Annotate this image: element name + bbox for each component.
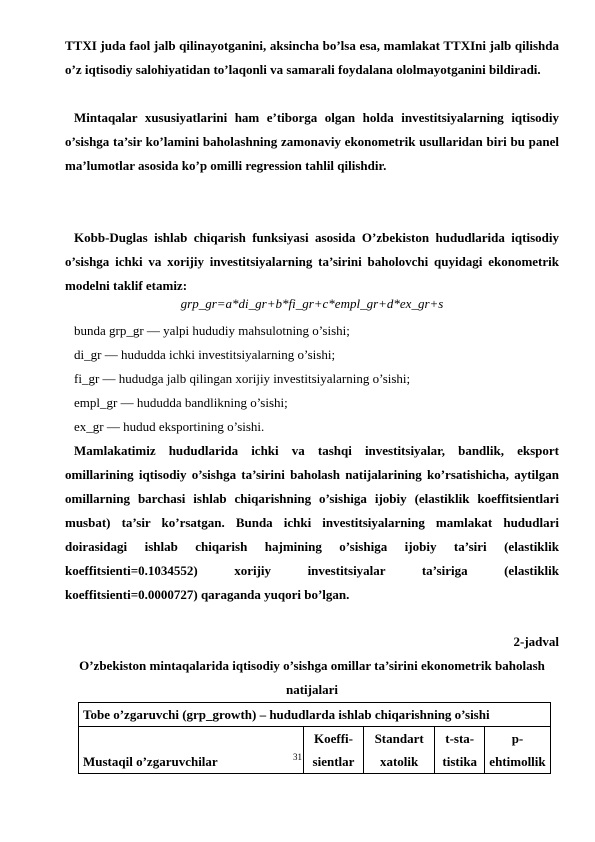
model-formula: grp_gr=a*di_gr+b*fi_gr+c*empl_gr+d*ex_gr+s xyxy=(180,296,444,311)
header-t-statistic: t-sta-tistika xyxy=(435,727,484,774)
table-label: 2-jadval xyxy=(513,634,559,649)
definition-fi: fi_gr — hududga jalb qilingan xorijiy investitsiyalarning o’sishi; xyxy=(74,371,411,386)
definition-ex: ex_gr — hudud eksportining o’sishi. xyxy=(74,419,265,434)
table-caption: O’zbekiston mintaqalarida iqtisodiy o’sishga omillar ta’sirini ekonometrik baholash natijalari xyxy=(79,658,545,697)
table-row xyxy=(79,703,551,727)
table-row xyxy=(79,727,551,774)
header-std-error: Standart xatolik xyxy=(363,727,435,774)
definition-di: di_gr — hududda ichki investitsiyalarning o’sishi; xyxy=(74,347,336,362)
results-table xyxy=(78,702,551,774)
definition-empl: empl_gr — hududda bandlikning o’sishi; xyxy=(74,395,288,410)
paragraph-4: Mamlakatimiz hududlarida ichki va tashqi investitsiyalar, bandlik, eksport omillarining iqtisodiy o’sishga ta’sirini baholash natijalarining ko’rsatishicha, aytilgan omillarning barchasi ishlab chiqarishning o’sishiga ijobiy (elastiklik koeffitsientlari musbat) ta’sir ko’rsatgan. Bunda ichki investitsiyalarning mamlakat hududlari doirasidagi ishlab chiqarish hajmining o’sishiga ijobiy ta’siri (elastiklik koeffitsienti=0.1034552) xorijiy investitsiyalar ta’siriga (elastiklik koeffitsienti=0.0000727) qaraganda yuqori bo’lgan. xyxy=(65,443,559,602)
header-independent: Mustaqil o’zgaruvchilar xyxy=(79,727,304,774)
header-p-value: p-ehtimollik xyxy=(484,727,550,774)
header-coefficients: Koeffi-sientlar xyxy=(304,727,364,774)
page-number: 31 xyxy=(293,752,302,762)
paragraph-1: TTXI juda faol jalb qilinayotganini, aksincha bo’lsa esa, mamlakat TTXIni jalb qilishda o’z iqtisodiy salohiyatidan to’laqonli va samarali foydalana ololmayotganini bildiradi. xyxy=(65,38,559,77)
definition-grp: bunda grp_gr — yalpi hududiy mahsulotning o’sishi; xyxy=(74,323,350,338)
dependent-variable-cell: Tobe o’zgaruvchi (grp_growth) – hududlarda ishlab chiqarishning o’sishi xyxy=(79,703,551,727)
paragraph-2: Mintaqalar xususiyatlarini ham e’tiborga olgan holda investitsiyalarning iqtisodiy o’sishga ta’sir ko’lamini baholashning zamonaviy ekonometrik usullaridan biri bu panel ma’lumotlar asosida ko’p omilli regression tahlil qilishdir. xyxy=(65,110,559,173)
paragraph-3: Kobb-Duglas ishlab chiqarish funksiyasi asosida O’zbekiston hududlarida iqtisodiy o’sishga ichki va xorijiy investitsiyalarning ta’sirini baholovchi quyidagi ekonometrik modelni taklif etamiz: xyxy=(65,230,559,293)
